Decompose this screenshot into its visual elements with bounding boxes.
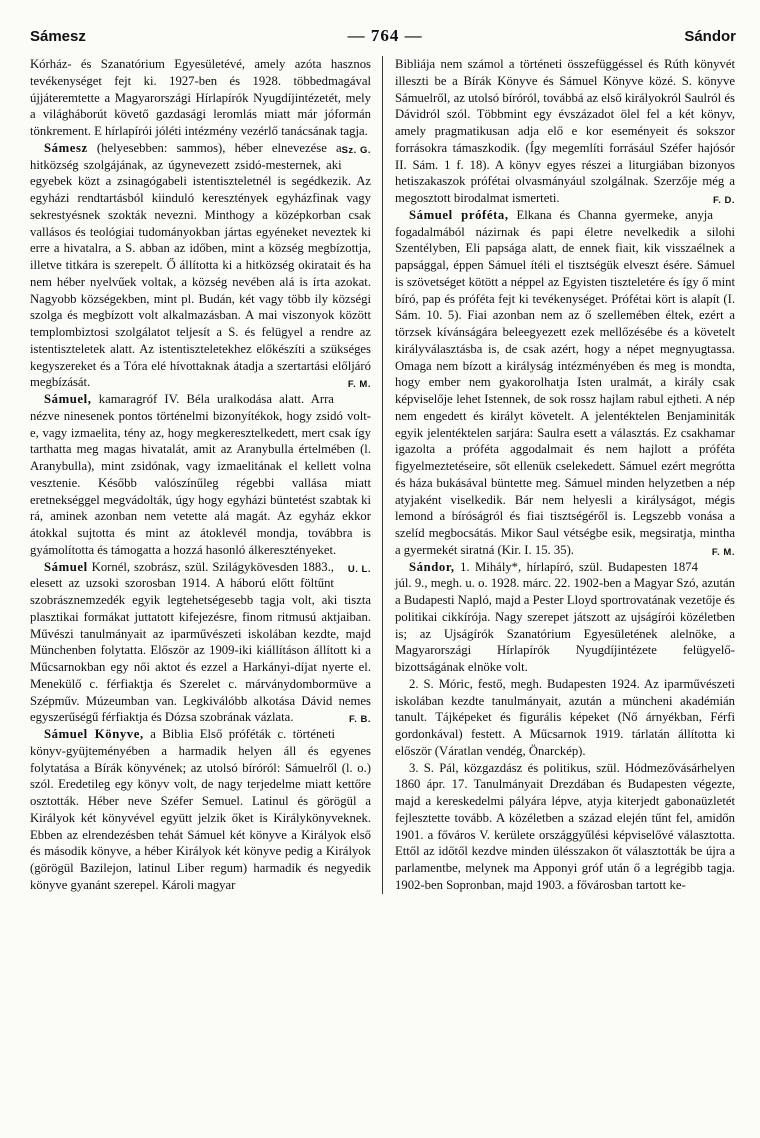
author-signature: F. B. bbox=[348, 714, 371, 726]
author-signature: Sz. G. bbox=[341, 144, 371, 156]
entry-headword: Sámuel Könyve, bbox=[43, 727, 144, 741]
author-signature: F. M. bbox=[347, 379, 371, 391]
entry-text: (helyesebben: sammos), héber elnevezése a hitközség szolgájának, az úgynevezett zsidó-mesternek, aki egyebek közt a zsinagógabeli istentiszteletnél is segédkezik. Az egyházi rendtartásból kiinduló keresztények egyházfinak vagy sekrestyésnek szokták nevezni. Minthogy a középkorban csak vallásos és teológiai tudományokban jártas egyéneket neveztek ki erre a hivatalra, a S. abban az időben, mint a község megbízottja, illetve titkára is szerepelt. Ő állította ki a hitközség okiratait és ha nem héber nyelvűek voltak, a község nevében alá is írta azokat. Nagyobb községekben, mint pl. Budán, két vagy több ily községi szolga és megbízott volt alkalmazásban. A mai viszonyok között templombiztosi szolgálatot teljesít a S. és felügyel a rendre az istentiszteletek alatt. Az istentiszteletekhez előkészíti a szükséges kegyszereket és a Tóra elé hívottaknak átadja a szertartási előljáró megbízását. bbox=[30, 140, 371, 390]
lexicon-entry bbox=[395, 559, 735, 676]
lexicon-entry bbox=[30, 726, 371, 894]
entry-text: Kórház- és Szanatórium Egyesületévé, amely azóta hasznos tevékenységet fejt ki. 1927-ben és 1928. többedmagával újjáteremtette a Magyarországi Hírlapírók Nyugdíjintézetét, mely a világháborút követő gazdasági leromlás miatt már jóformán tönkrement. E hírlapírói jóléti intézmény vezérlő tanácsának tagja. bbox=[30, 57, 371, 138]
lexicon-entry bbox=[395, 760, 735, 894]
entry-text: kamaragróf IV. Béla uralkodása alatt. Arra nézve ninesenek pontos történelmi bizonyítékok, hogy zsidó volt-e, vagy izmaelita, tény az, hogy megkeresztelkedett, mert csak így tarthatta meg magas hivatalát, amit az Aranybulla értelmében (l. Aranybulla), mint zsidónak, vagy izmaelitának el kellett volna vesztenie. Később valószínűleg régebbi vallása miatt eretnekséggel megvádolták, úgy hogy egyházi büntetést szabtak ki rá, aminek azonban nem vetette alá magát. Az egyház ekkor átokkal sujtotta és mint az átoklevél mondja, továbbra is gyámolította és támogatta a hozzá hasonló álkeresztényeket. bbox=[30, 392, 371, 557]
header-left-keyword: Sámesz bbox=[30, 28, 86, 45]
text-columns bbox=[30, 56, 736, 894]
left-column bbox=[30, 56, 383, 894]
entry-text: 1. Mihály*, hírlapíró, szül. Budapesten 1874 júl. 9., megh. u. o. 1928. márc. 22. 1902-ben a Magyar Szó, azután a Budapesti Napló, majd a Pester Lloyd sportrovatának vezetője és politikai cikkírója. Nagy szerepet játszott az ujságírói közéletben is; az Ujságírók Szanatórium Egyesületének alelnöke, a Magyarországi Hírlapírók Nyugdíjintézete felügyelő-bizottságának elnöke volt. bbox=[395, 559, 735, 674]
entry-text: Bibliája nem számol a történeti összefüggéssel és Rúth könyvét illeszti be a Bírák Könyve és Sámuel Könyve közé. S. könyve Sámuelről, az utolsó bíróról, továbbá az első királyokról Saulról és Dávidról szól. Többmint egy évszázadot ölel fel a két könyv, amely pragmatikusan adja elő e kor eseményeit és sokszor forrásokra támaszkodik. (Így megemlíti forrásául Széfer hajósór II. Sám. 1 f. 18). A könyv egyes részei a liturgiában bizonyos hetiszakaszok prófétai olvasmányául szolgálnak. Szerzője még a megosztott birodalmat ismerteti. bbox=[395, 57, 735, 205]
entry-text: Kornél, szobrász, szül. Szilágykövesden 1883., elesett az uzsoki szorosban 1914. A háború előtt föltűnt szobrásznemzedék egyik legtehetségesebb tagja volt, aki tiszta plasztikai formákat juttatott kifejezésre, finom ritmusú aktjaiban. Művészi tanulmányait az iparművészeti iskolában kezdte, majd Münchenben folytatta. Először az 1909-iki kiállításon állított ki a Műcsarnokban egy női aktot és ezzel a Harkányi-díjat nyerte el. Menekülő c. férfiaktja és Szerelet c. márványdombormüve a Szépműv. Múzeumban van. Legkiválóbb alkotása Dávid nemes egyszerűségű férfiaktja és Dózsa szobrának vázlata. bbox=[30, 559, 371, 725]
entry-headword: Sámuel próféta, bbox=[408, 207, 509, 222]
lexicon-entry bbox=[30, 140, 371, 391]
entry-headword: Sámuel bbox=[43, 559, 88, 574]
running-head bbox=[30, 26, 736, 48]
entry-text: 3. S. Pál, közgazdász és politikus, szül. Hódmezővásárhelyen 1860 ápr. 17. Tanulmányait Drezdában és Budapesten végezte, majd a kereskedelmi pályára lépve, atyja kiterjedt gabonaüzletét fejlesztette tovább. A közéletben a század elején tűnt fel, amidőn 1901. a főváros V. kerülete országgyűlési képviselővé választotta. Ettől az időtől kezdve minden ülésszakon őt választották be újra a parlamentbe, melynek ma Apponyi gróf után ő a legrégibb tagja. 1902-ben Sopronban, majd 1903. a fővárosban tartott ke- bbox=[395, 760, 735, 892]
continued-paragraph bbox=[395, 56, 735, 207]
lexicon-entry bbox=[395, 676, 735, 760]
author-signature: U. L. bbox=[347, 563, 371, 575]
page-number: — 764 — bbox=[347, 26, 423, 45]
entry-headword: Sámuel, bbox=[43, 392, 92, 406]
lexicon-entry bbox=[30, 391, 371, 575]
entry-text: Elkana és Channa gyermeke, anyja fogadalmából názirnak és papi életre nevelkedik a silohi Szentélyben, Eli papsága alatt, de ennek fiait, kik visszaélnek a papsággal, éppen Sámuel ítéli el tisztségük elveszt ésére. Sámuel is szövetséget kötött a néppel az Egyisten tiszteletére és így ő mint bíró, pap és próféta fejt ki tevékenységet. Prófétai kört is alapít (I. Sám. 10. 5). Fiai azonban nem az ő szellemében éltek, ezért a törzsek kívánságára beleegyezett ezek mellőzésébe és a követelt királyválasztásba is, de csak azért, hogy a népet megnyugtassa. Omaga nem bízott a királyság intézményében és meg is mondta, hogy ember nem gyakorolhatja Isten uralmát, a király csak képviselője lehet Istennek, de sok rossz hajlam rabul ejtheti. A nép nem engedett és királyt követelt. A jelentéktelen Benjaminiták egyik jelentéktelen sarjára: Saulra esett a választás. Ez csakhamar igazolta a próféta aggodalmait és nem hajlott a próféta figyelmeztetéseire, sőt ellenük cselekedett. Sámuel ezért megrótta és háza bukásával büntette meg. Sámuel minden helyzetben a nép atyjaként viselkedik. Bár nem helyesli a királyságot, mégis lemond a bíróságról és fiai tisztségéről is. Legszebb vonása a szelíd megbocsátás. Mikor Saul vétségbe esik, megsiratja, mintha a gyermekét siratná (Kir. I. 15. 35). bbox=[395, 207, 735, 557]
entry-text: 2. S. Móric, festő, megh. Budapesten 1924. Az iparművészeti iskolában kezdte tanulmányait, azután a müncheni akadémián tanult. Tájképeket és figurális képeket (Nő árnyékban, Férfi gordonkával) festett. A Műcsarnok 1919. tárlatán állította ki először (Váratlan vendég, Önarckép). bbox=[395, 676, 735, 758]
author-signature: F. M. bbox=[711, 546, 735, 558]
lexicon-entry bbox=[30, 559, 371, 727]
lexicon-entry bbox=[395, 207, 735, 559]
entry-headword: Sándor, bbox=[408, 559, 455, 574]
author-signature: F. D. bbox=[712, 195, 735, 206]
entry-text: a Biblia Első próféták c. történeti könyv-gyüjteményében a harmadik helyen áll és egyenes folytatása a Bírák könyvének; az utolsó bíróról: Sámuelről (l. o.) szól. Eredetileg egy könyv volt, de nagy terjedelme miatt kettőre osztották. Héber neve Széfer Semuel. Latinul és görögül a Királyok két könyvével együtt jelzik őket is Királykönyveknek. Ebben az elrendezésben tehát Sámuel két könyve a Királyok első és második könyve, a héber Királyok két könyve pedig a Királyok (görögül Bazilejon, latinul Liber regum) harmadik és negyedik könyve gyanánt szerepel. Károli magyar bbox=[30, 727, 371, 892]
right-column bbox=[383, 56, 735, 894]
header-right-keyword: Sándor bbox=[684, 28, 736, 45]
entry-headword: Sámesz bbox=[43, 140, 88, 155]
